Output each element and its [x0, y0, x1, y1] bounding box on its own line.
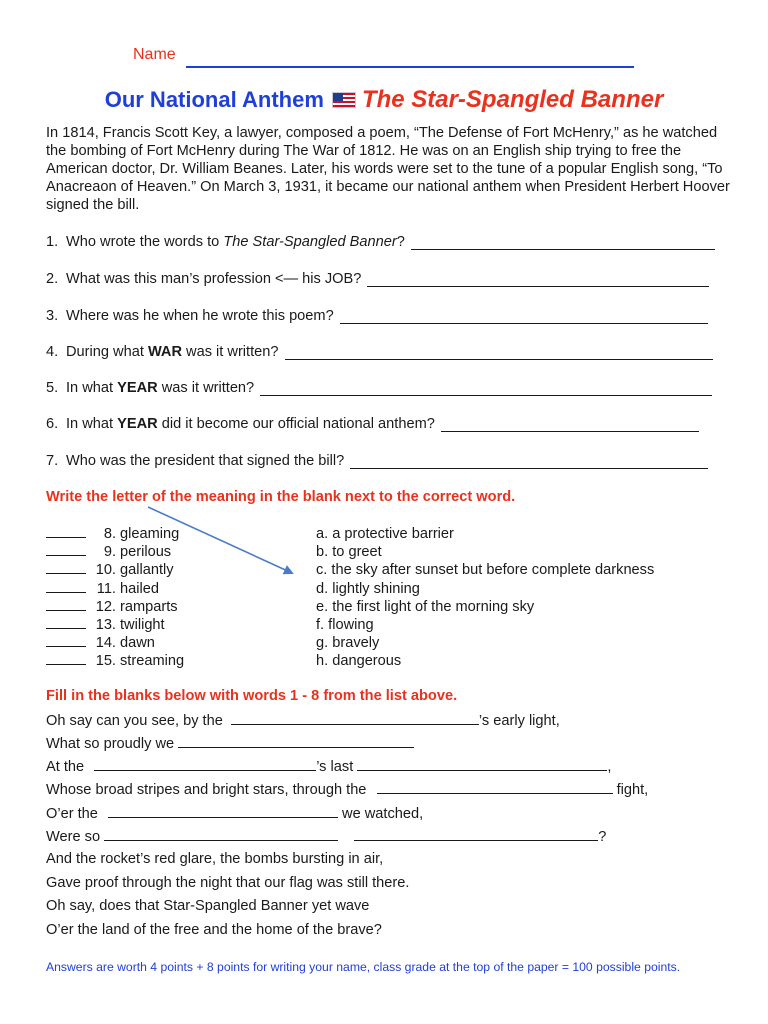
fill-blank[interactable]: [231, 712, 479, 725]
anthem-line-9: Oh say, does that Star-Spangled Banner yet wave: [46, 898, 370, 914]
fill-blank[interactable]: [104, 828, 338, 841]
fill-instructions: Fill in the blanks below with words 1 - 8 from the list above.: [46, 688, 458, 704]
question-number: 6.: [46, 416, 59, 432]
fill-blank[interactable]: [357, 758, 607, 771]
vocab-item: 11. hailed: [46, 580, 184, 598]
question-text: In what YEAR was it written?: [66, 380, 255, 396]
vocab-item: 13. twilight: [46, 616, 184, 634]
vocab-item: 9. perilous: [46, 543, 184, 561]
title-part2: The Star-Spangled Banner: [361, 86, 664, 113]
anthem-line-5: O’er the we watched,: [46, 806, 424, 822]
vocab-item: 14. dawn: [46, 634, 184, 652]
vocab-item: 10. gallantly: [46, 561, 184, 579]
fill-blank[interactable]: [178, 735, 414, 748]
anthem-line-7: And the rocket’s red glare, the bombs bursting in air,: [46, 851, 384, 867]
scoring-note: Answers are worth 4 points + 8 points for writing your name, class grade at the top of the paper = 100 possible points.: [46, 960, 681, 974]
matching-instructions: Write the letter of the meaning in the blank next to the correct word.: [46, 489, 516, 505]
anthem-line-6: Were so ?: [46, 829, 607, 845]
question-number: 7.: [46, 453, 59, 469]
anthem-line-8: Gave proof through the night that our flag was still there.: [46, 875, 410, 891]
meaning-item: a. a protective barrier: [316, 526, 454, 542]
anthem-line-4: Whose broad stripes and bright stars, through the fight,: [46, 782, 649, 798]
vocab-item: 15. streaming: [46, 652, 184, 670]
question-number: 2.: [46, 271, 59, 287]
question-number: 1.: [46, 234, 59, 250]
meaning-item: c. the sky after sunset but before complete darkness: [316, 562, 655, 579]
vocab-item: 8. gleaming: [46, 525, 184, 543]
anthem-line-10: O’er the land of the free and the home of the brave?: [46, 922, 382, 938]
intro-paragraph: In 1814, Francis Scott Key, a lawyer, composed a poem, “The Defense of Fort McHenry,” as he watched the bombing of Fort McHenry during The War of 1812. He was on an English ship trying to free the American doctor, Dr. William Beanes. Later, his words were set to the tune of a popular English song, “To Anacreaon of Heaven.” On March 3, 1931, it became our national anthem when President Herbert Hoover signed the bill.: [46, 125, 730, 213]
question-text: Where was he when he wrote this poem?: [66, 308, 334, 324]
meaning-item: f. flowing: [316, 617, 374, 634]
question-number: 4.: [46, 344, 59, 360]
fill-blank[interactable]: [108, 805, 338, 818]
question-number: 3.: [46, 308, 59, 324]
anthem-line-2: What so proudly we: [46, 735, 414, 752]
question-number: 5.: [46, 380, 59, 396]
vocab-item: 12. ramparts: [46, 598, 184, 616]
question-text: Who wrote the words to The Star-Spangled Banner?: [66, 234, 405, 250]
meaning-item: b. to greet: [316, 544, 382, 561]
meaning-item: e. the first light of the morning sky: [316, 598, 535, 615]
question-text: During what WAR was it written?: [66, 344, 279, 360]
question-text: What was this man’s profession <— his JOB?: [66, 271, 362, 287]
name-label: Name: [133, 46, 176, 63]
meaning-item: h. dangerous: [316, 653, 402, 670]
meaning-item: d. lightly shining: [316, 580, 420, 597]
title-part1: Our National Anthem: [104, 87, 324, 112]
question-text: In what YEAR did it become our official national anthem?: [66, 416, 435, 432]
fill-blank[interactable]: [377, 781, 613, 794]
anthem-line-1: Oh say can you see, by the ’s early light,: [46, 713, 560, 729]
question-text: Who was the president that signed the bill?: [66, 453, 345, 469]
fill-blank[interactable]: [354, 828, 598, 841]
anthem-line-3: At the ’s last ,: [46, 759, 612, 775]
meaning-item: g. bravely: [316, 635, 380, 652]
fill-blank[interactable]: [94, 758, 316, 771]
